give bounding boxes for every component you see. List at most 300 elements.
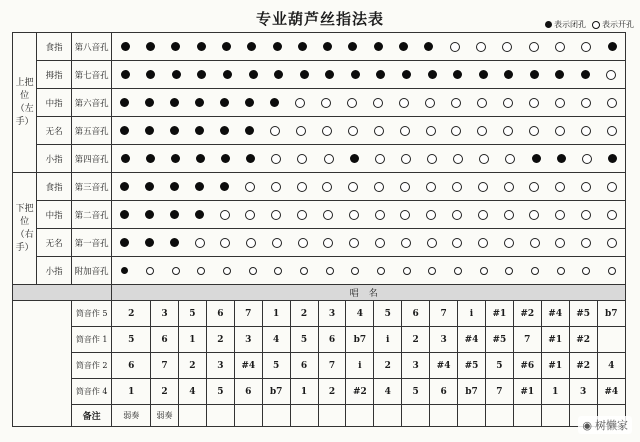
closed-hole-icon [402, 70, 411, 79]
open-hole-icon [428, 267, 436, 275]
open-hole-icon [373, 98, 383, 108]
note-cell: i [374, 327, 402, 353]
remark-empty [513, 405, 541, 427]
hole-row [13, 257, 626, 285]
closed-hole-icon [246, 154, 255, 163]
note-cell: i [346, 353, 374, 379]
note-cell: #4 [541, 301, 569, 327]
fingering-table [12, 32, 626, 427]
note-cell: b7 [346, 327, 374, 353]
open-hole-icon [529, 98, 539, 108]
open-hole-icon [477, 126, 487, 136]
note-cell: i [458, 301, 486, 327]
remark-empty [402, 405, 430, 427]
open-hole-icon [451, 126, 461, 136]
legend [545, 19, 634, 30]
note-cell: 6 [112, 353, 151, 379]
open-hole-icon [606, 70, 616, 80]
open-hole-icon [555, 98, 565, 108]
closed-hole-icon [504, 70, 513, 79]
scale-header: 唱名 [112, 285, 626, 301]
closed-hole-icon [270, 98, 279, 107]
legend-closed-label: 表示闭孔 [554, 20, 586, 29]
open-hole-icon [426, 210, 436, 220]
open-hole-icon [297, 154, 307, 164]
mark-strip [112, 61, 626, 89]
closed-hole-icon [555, 70, 564, 79]
note-cell: 5 [402, 379, 430, 405]
open-hole-icon [400, 182, 410, 192]
note-cell: #1 [513, 379, 541, 405]
note-cell: #5 [569, 301, 597, 327]
closed-hole-icon [171, 42, 180, 51]
open-hole-icon [271, 210, 281, 220]
open-hole-icon [274, 267, 282, 275]
closed-hole-icon [581, 70, 590, 79]
note-cell: 2 [374, 353, 402, 379]
finger-label: 拇指 [37, 61, 72, 89]
open-hole-icon [322, 182, 332, 192]
closed-hole-icon [120, 182, 129, 191]
open-hole-icon [351, 267, 359, 275]
closed-hole-icon [453, 70, 462, 79]
open-hole-icon [529, 182, 539, 192]
open-hole-icon [401, 238, 411, 248]
hole-label: 第二音孔 [71, 201, 112, 229]
finger-label: 中指 [37, 201, 72, 229]
note-cell: 7 [430, 301, 458, 327]
closed-hole-icon [120, 126, 129, 135]
closed-hole-icon [222, 42, 231, 51]
note-cell: 5 [290, 327, 318, 353]
open-hole-icon [349, 210, 359, 220]
note-cell: 4 [262, 327, 290, 353]
open-hole-icon [245, 210, 255, 220]
filled-circle-icon [545, 21, 552, 28]
open-hole-icon [477, 98, 487, 108]
closed-hole-icon [325, 70, 334, 79]
closed-hole-icon [145, 126, 154, 135]
closed-hole-icon [348, 42, 357, 51]
note-cell: 1 [112, 379, 151, 405]
open-hole-icon [324, 154, 334, 164]
note-cell: 7 [151, 353, 179, 379]
closed-hole-icon [399, 42, 408, 51]
scale-header-blank [13, 285, 112, 301]
open-hole-icon [504, 238, 514, 248]
hole-row [13, 33, 626, 61]
open-hole-icon [581, 238, 591, 248]
open-hole-icon [195, 238, 205, 248]
closed-hole-icon [323, 42, 332, 51]
closed-hole-icon [195, 98, 204, 107]
note-cell: 6 [318, 327, 346, 353]
open-hole-icon [581, 42, 591, 52]
note-cell: 1 [290, 379, 318, 405]
finger-label: 食指 [37, 173, 72, 201]
open-hole-icon [555, 182, 565, 192]
open-hole-icon [172, 267, 180, 275]
note-cell: 2 [206, 327, 234, 353]
remarks-row [13, 405, 626, 427]
open-hole-icon [323, 210, 333, 220]
open-hole-icon [581, 182, 591, 192]
closed-hole-icon [120, 210, 129, 219]
open-hole-icon [504, 210, 514, 220]
open-hole-icon [425, 98, 435, 108]
mark-strip [112, 173, 626, 201]
remark-empty [234, 405, 262, 427]
hole-row [13, 173, 626, 201]
open-hole-icon [375, 238, 385, 248]
open-hole-icon [220, 210, 230, 220]
open-hole-icon [298, 238, 308, 248]
mark-strip [112, 201, 626, 229]
note-cell: 7 [318, 353, 346, 379]
note-cell: 6 [430, 379, 458, 405]
note-cell: 6 [206, 301, 234, 327]
note-cell: 2 [112, 301, 151, 327]
open-hole-icon [555, 126, 565, 136]
closed-hole-icon [479, 70, 488, 79]
legend-open [592, 19, 634, 30]
hole-row [13, 229, 626, 257]
remark-empty [318, 405, 346, 427]
closed-hole-icon [170, 98, 179, 107]
open-hole-icon [400, 126, 410, 136]
hole-label: 第七音孔 [71, 61, 112, 89]
note-cell: 6 [402, 301, 430, 327]
watermark [578, 416, 632, 434]
open-hole-icon [607, 182, 617, 192]
open-hole-icon [505, 267, 513, 275]
scale-row-label: 筒音作 4 [71, 379, 112, 405]
closed-hole-icon [170, 238, 179, 247]
open-hole-icon [375, 210, 385, 220]
closed-hole-icon [121, 70, 130, 79]
note-cell: #5 [485, 327, 513, 353]
remark-empty [485, 405, 513, 427]
closed-hole-icon [274, 70, 283, 79]
scale-row-label: 筒音作 2 [71, 353, 112, 379]
open-hole-icon [348, 182, 358, 192]
note-cell: 6 [151, 327, 179, 353]
closed-hole-icon [171, 154, 180, 163]
open-hole-icon [223, 267, 231, 275]
open-hole-icon [349, 238, 359, 248]
closed-hole-icon [121, 267, 128, 274]
closed-hole-icon [247, 42, 256, 51]
remark-empty [178, 405, 206, 427]
note-cell: 1 [262, 301, 290, 327]
open-hole-icon [271, 154, 281, 164]
closed-hole-icon [221, 154, 230, 163]
open-hole-icon [297, 210, 307, 220]
note-cell: #2 [569, 353, 597, 379]
page-title: 专业葫芦丝指法表 [255, 10, 384, 28]
hole-label: 第五音孔 [71, 117, 112, 145]
remarks-label: 备注 [71, 405, 112, 427]
open-hole-icon [557, 267, 565, 275]
hole-label: 第三音孔 [71, 173, 112, 201]
open-hole-icon [452, 182, 462, 192]
closed-hole-icon [245, 98, 254, 107]
open-hole-icon [374, 182, 384, 192]
closed-hole-icon [145, 182, 154, 191]
hole-row [13, 201, 626, 229]
finger-label: 小指 [37, 257, 72, 285]
closed-hole-icon [145, 210, 154, 219]
open-hole-icon [480, 267, 488, 275]
closed-hole-icon [146, 70, 155, 79]
closed-hole-icon [197, 70, 206, 79]
closed-hole-icon [557, 154, 566, 163]
note-cell: 2 [290, 301, 318, 327]
finger-label: 无名 [37, 229, 72, 257]
remark-empty [458, 405, 486, 427]
closed-hole-icon [196, 154, 205, 163]
closed-hole-icon [220, 182, 229, 191]
open-hole-icon [505, 154, 515, 164]
open-hole-icon [295, 98, 305, 108]
note-cell: #2 [346, 379, 374, 405]
open-hole-icon [503, 98, 513, 108]
note-cell: 7 [234, 301, 262, 327]
closed-hole-icon [298, 42, 307, 51]
open-hole-icon [427, 154, 437, 164]
scale-row [13, 327, 626, 353]
upper-hand-label: 上把位（左手） [13, 33, 37, 173]
open-hole-icon [426, 126, 436, 136]
scale-row [13, 353, 626, 379]
open-hole-icon [326, 267, 334, 275]
note-cell: 5 [485, 353, 513, 379]
open-hole-icon [245, 182, 255, 192]
closed-hole-icon [223, 70, 232, 79]
closed-hole-icon [145, 238, 154, 247]
open-hole-icon [581, 98, 591, 108]
closed-hole-icon [374, 42, 383, 51]
remark-empty [262, 405, 290, 427]
open-hole-icon [322, 126, 332, 136]
open-hole-icon [246, 238, 256, 248]
note-cell: 5 [262, 353, 290, 379]
note-cell: 3 [402, 353, 430, 379]
closed-hole-icon [197, 42, 206, 51]
note-cell: 2 [151, 379, 179, 405]
note-cell: 7 [513, 327, 541, 353]
note-cell: 3 [151, 301, 179, 327]
finger-label: 无名 [37, 117, 72, 145]
finger-label: 小指 [37, 145, 72, 173]
closed-hole-icon [351, 70, 360, 79]
note-cell: 4 [346, 301, 374, 327]
hole-row [13, 117, 626, 145]
closed-hole-icon [170, 126, 179, 135]
scale-header-row [13, 285, 626, 301]
open-hole-icon [427, 238, 437, 248]
hole-label: 第八音孔 [71, 33, 112, 61]
note-cell: 2 [402, 327, 430, 353]
open-hole-icon [399, 98, 409, 108]
remark-cell: 弱奏 [112, 405, 151, 427]
open-hole-icon [146, 267, 154, 275]
legend-open-label: 表示开孔 [602, 20, 634, 29]
closed-hole-icon [300, 70, 309, 79]
open-hole-icon [454, 267, 462, 275]
open-hole-icon [529, 210, 539, 220]
note-cell: 5 [374, 301, 402, 327]
finger-label: 中指 [37, 89, 72, 117]
closed-hole-icon [170, 182, 179, 191]
closed-hole-icon [146, 42, 155, 51]
closed-hole-icon [428, 70, 437, 79]
finger-label: 食指 [37, 33, 72, 61]
mark-strip [112, 89, 626, 117]
open-hole-icon [348, 126, 358, 136]
scale-row-label: 筒音作 5 [71, 301, 112, 327]
closed-hole-icon [195, 126, 204, 135]
open-hole-icon [323, 238, 333, 248]
note-cell: 4 [374, 379, 402, 405]
note-cell: 2 [318, 379, 346, 405]
open-hole-icon [300, 267, 308, 275]
hole-row [13, 89, 626, 117]
note-cell: #4 [597, 379, 625, 405]
logo-icon: ◉ [582, 418, 592, 432]
open-hole-icon [479, 154, 489, 164]
open-hole-icon [377, 267, 385, 275]
open-hole-icon [478, 210, 488, 220]
open-hole-icon [271, 182, 281, 192]
open-hole-icon [270, 126, 280, 136]
note-cell: #1 [485, 301, 513, 327]
remark-empty [430, 405, 458, 427]
note-cell: 5 [178, 301, 206, 327]
closed-hole-icon [608, 42, 617, 51]
open-hole-icon [321, 98, 331, 108]
closed-hole-icon [245, 126, 254, 135]
hole-label: 附加音孔 [71, 257, 112, 285]
note-cell: b7 [597, 301, 625, 327]
note-cell: 1 [541, 379, 569, 405]
open-hole-icon [582, 154, 592, 164]
note-cell: 3 [234, 327, 262, 353]
open-hole-icon [297, 182, 307, 192]
open-hole-icon [478, 238, 488, 248]
remark-empty [206, 405, 234, 427]
mark-strip [112, 117, 626, 145]
open-hole-icon [249, 267, 257, 275]
open-hole-icon [555, 42, 565, 52]
remark-cell: 弱奏 [151, 405, 179, 427]
closed-hole-icon [530, 70, 539, 79]
scale-row [13, 379, 626, 405]
closed-hole-icon [424, 42, 433, 51]
open-hole-icon [503, 126, 513, 136]
hole-row [13, 61, 626, 89]
open-hole-icon [450, 42, 460, 52]
mark-strip [112, 229, 626, 257]
hole-label: 第四音孔 [71, 145, 112, 173]
open-hole-icon [607, 210, 617, 220]
hole-label: 第一音孔 [71, 229, 112, 257]
note-cell: 6 [234, 379, 262, 405]
open-hole-icon [478, 182, 488, 192]
note-cell: 3 [430, 327, 458, 353]
open-hole-icon [220, 238, 230, 248]
open-hole-icon [607, 98, 617, 108]
open-hole-icon [452, 210, 462, 220]
closed-hole-icon [532, 154, 541, 163]
open-circle-icon [592, 21, 600, 29]
open-hole-icon [581, 210, 591, 220]
open-hole-icon [555, 238, 565, 248]
scale-row-label: 筒音作 1 [71, 327, 112, 353]
note-cell: 5 [112, 327, 151, 353]
note-cell: 6 [290, 353, 318, 379]
scale-row [13, 301, 626, 327]
closed-hole-icon [121, 42, 130, 51]
note-cell [597, 327, 625, 353]
open-hole-icon [607, 238, 617, 248]
note-cell: 1 [178, 327, 206, 353]
open-hole-icon [608, 267, 616, 275]
open-hole-icon [502, 42, 512, 52]
hole-label: 第六音孔 [71, 89, 112, 117]
open-hole-icon [476, 42, 486, 52]
closed-hole-icon [608, 154, 617, 163]
remark-empty [374, 405, 402, 427]
note-cell: 2 [178, 353, 206, 379]
open-hole-icon [453, 154, 463, 164]
remark-empty [346, 405, 374, 427]
open-hole-icon [426, 182, 436, 192]
open-hole-icon [582, 267, 590, 275]
mark-strip [112, 145, 626, 173]
closed-hole-icon [120, 98, 129, 107]
note-cell: #4 [458, 327, 486, 353]
closed-hole-icon [120, 238, 129, 247]
legend-closed [545, 19, 586, 30]
note-cell: b7 [458, 379, 486, 405]
closed-hole-icon [145, 98, 154, 107]
open-hole-icon [375, 154, 385, 164]
remark-empty [541, 405, 569, 427]
closed-hole-icon [121, 154, 130, 163]
note-cell: 4 [178, 379, 206, 405]
note-cell: 3 [206, 353, 234, 379]
open-hole-icon [451, 98, 461, 108]
open-hole-icon [529, 42, 539, 52]
open-hole-icon [531, 267, 539, 275]
closed-hole-icon [376, 70, 385, 79]
note-cell: #4 [430, 353, 458, 379]
lower-hand-label: 下把位（右手） [13, 173, 37, 285]
open-hole-icon [401, 154, 411, 164]
closed-hole-icon [172, 70, 181, 79]
note-cell: #4 [234, 353, 262, 379]
scale-blank [13, 301, 72, 427]
closed-hole-icon [170, 210, 179, 219]
open-hole-icon [296, 126, 306, 136]
closed-hole-icon [220, 98, 229, 107]
open-hole-icon [347, 98, 357, 108]
note-cell: #1 [541, 353, 569, 379]
note-cell: #6 [513, 353, 541, 379]
open-hole-icon [403, 267, 411, 275]
closed-hole-icon [146, 154, 155, 163]
